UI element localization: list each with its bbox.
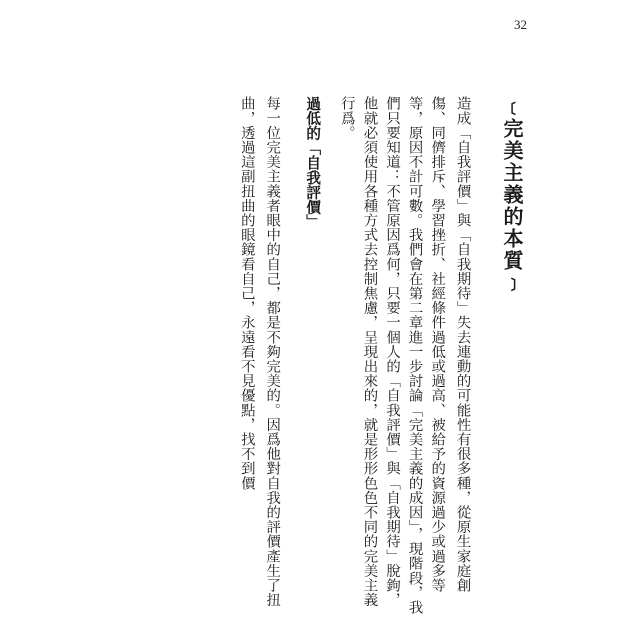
body-paragraph-text: 造成「自我評價」與「自我期待」失去連動的可能性有很多種，從原生家庭創傷、同儕排斥、學習挫折、社經條件過低或過高、被給予的資源過少或過多等等，原因不計可數。我們會在第二章進一步討論「完美主義的成因」，現階段，我們只要知道：不管原因爲何，只要一個人的「自我評價」與「自我期待」脫鉤，他就必須使用各種方式去控制焦慮，呈現出來的，就是形形色色不同的完美主義行爲。 [338, 96, 471, 615]
body-paragraph [335, 96, 477, 616]
page-number: 32 [514, 17, 527, 32]
body-paragraph-text: 每一位完美主義者眼中的自己，都是不夠完美的。因爲他對自我的評價產生了扭曲，透過這副扭曲的眼鏡看自己，永遠看不見優點，找不到價 [238, 96, 281, 607]
section-heading: ﹝完美主義的本質﹞ [500, 96, 524, 294]
body-paragraph [235, 96, 286, 616]
vertical-text-block [235, 96, 525, 616]
subsection-heading: 過低的「自我評價」 [304, 96, 322, 230]
